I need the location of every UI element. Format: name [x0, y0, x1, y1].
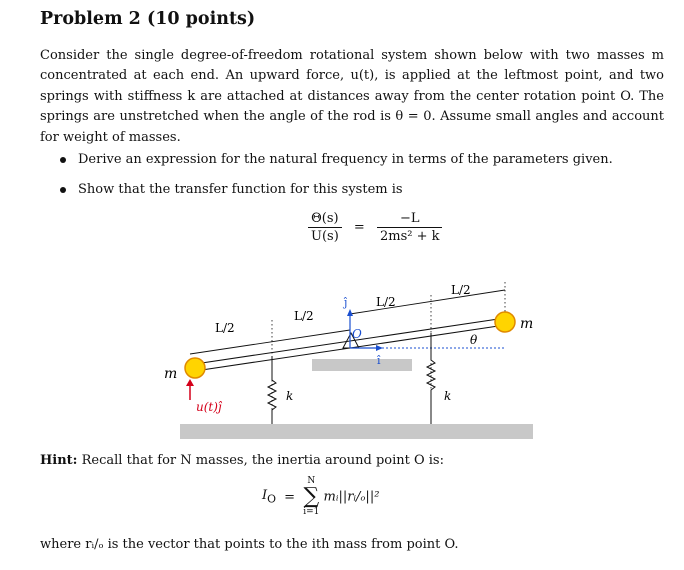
- ground-block: [180, 424, 533, 439]
- label-force: u(t)ĵ: [196, 400, 222, 414]
- inertia-formula: [262, 476, 379, 518]
- label-l2-right-inner: L/2: [376, 295, 396, 309]
- spring-right: [427, 333, 435, 424]
- tf-lhs-numerator: Θ(s): [308, 210, 342, 228]
- tf-rhs-numerator: −L: [377, 210, 443, 228]
- label-theta: θ: [470, 333, 478, 347]
- hint-line: [40, 453, 444, 468]
- label-l2-left-outer: L/2: [215, 321, 235, 335]
- i-axis-head: [376, 345, 383, 351]
- inertia-lhs: $I_O$: [262, 488, 277, 506]
- dimension-line-left: [190, 330, 350, 354]
- tf-equals: =: [353, 220, 365, 235]
- where-explanation: where rᵢ/ₒ is the vector that points to the ith mass from point O.: [40, 537, 459, 552]
- inertia-term: mᵢ||rᵢ/ₒ||²: [323, 489, 380, 505]
- spring-left: [268, 356, 276, 424]
- label-i-unit: î: [377, 354, 381, 367]
- label-k-left: k: [286, 389, 294, 403]
- j-axis-head: [347, 309, 353, 316]
- task-item-natural-frequency: Derive an expression for the natural frequency in terms of the parameters given.: [60, 150, 613, 180]
- sum-upper-limit: N: [307, 476, 316, 486]
- mass-right: [495, 312, 515, 332]
- tf-lhs-denominator: U(s): [311, 229, 339, 244]
- inertia-equals: =: [284, 489, 296, 505]
- hint-text: Recall that for N masses, the inertia around point O is:: [81, 453, 444, 468]
- label-k-right: k: [444, 389, 452, 403]
- pivot-support-block: [312, 359, 412, 371]
- force-arrow-head: [186, 379, 194, 386]
- summation: [303, 476, 319, 518]
- dimension-line-right: [350, 290, 505, 314]
- hint-label: Hint:: [40, 453, 78, 468]
- tf-rhs-denominator: 2ms² + k: [379, 229, 440, 244]
- sum-symbol: ∑: [303, 484, 320, 509]
- problem-statement: Consider the single degree-of-freedom rotational system shown below with two masses m concentrated at each end. An upward force, u(t), is applied at the leftmost point, and two springs with stiffness k are attached at distances away from the center rotation point O. The springs are unstretched when the angle of the rod is θ = 0. Assume small angles and account for weight of masses.: [40, 48, 664, 145]
- mass-left: [185, 358, 205, 378]
- label-j-unit: ĵ: [344, 296, 348, 309]
- label-origin: O: [352, 327, 362, 341]
- label-mass-right: m: [520, 316, 534, 332]
- label-mass-left: m: [164, 366, 178, 382]
- label-l2-right-outer: L/2: [451, 283, 471, 297]
- sum-lower-limit: i=1: [303, 507, 320, 517]
- task-item-transfer-function: Show that the transfer function for this system is: [60, 180, 613, 210]
- label-l2-left-inner: L/2: [294, 309, 314, 323]
- problem-title: Problem 2 (10 points): [40, 9, 256, 29]
